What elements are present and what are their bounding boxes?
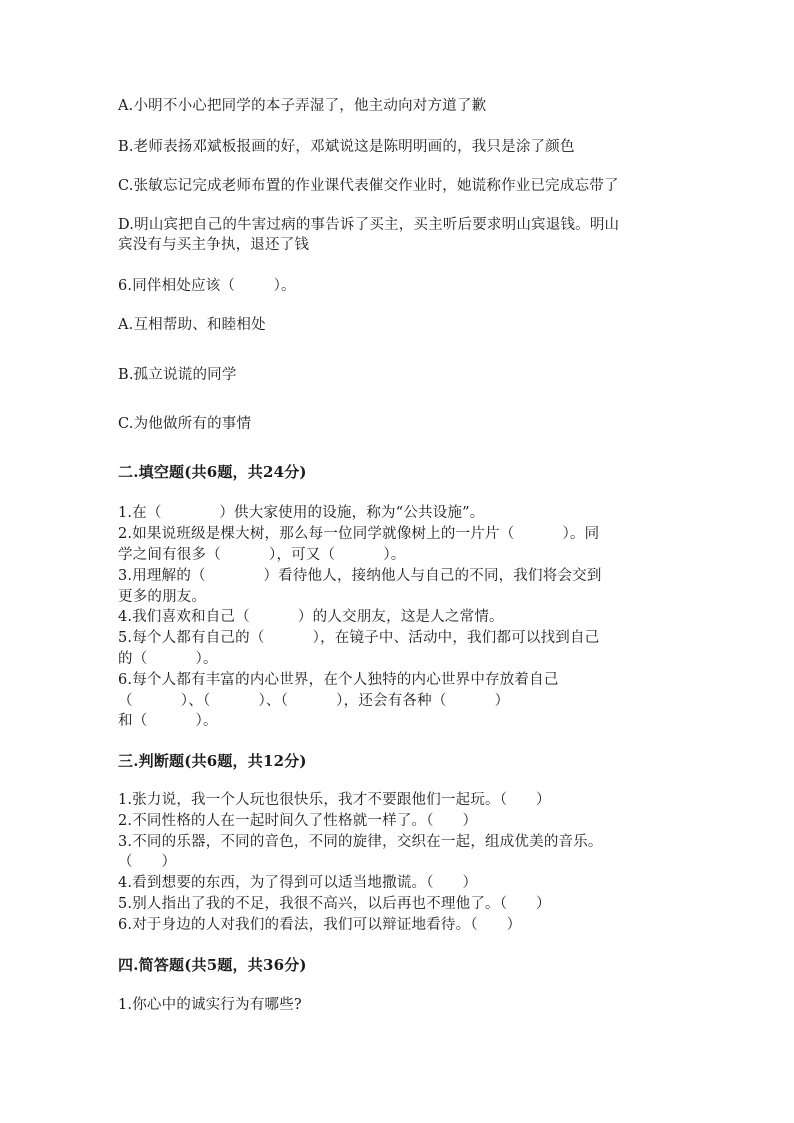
judge-line: 3.不同的乐器，不同的音色，不同的旋律，交织在一起，组成优美的音乐。 — [118, 834, 603, 850]
judge-line: （ ） — [118, 854, 177, 870]
question-6-option-a: A.互相帮助、和睦相处 — [118, 317, 266, 333]
section-2-heading: 二.填空题(共6题，共24分) — [118, 463, 307, 481]
section-4-heading: 四.简答题(共5题，共36分) — [118, 956, 307, 974]
fill-line: 的（ ）。 — [118, 651, 218, 667]
fill-line: 4.我们喜欢和自己（ ）的人交朋友，这是人之常情。 — [118, 609, 504, 625]
judge-line: 1.张力说，我一个人玩也很快乐，我才不要跟他们一起玩。（ ） — [118, 792, 551, 808]
option-b: B.老师表扬邓斌板报画的好，邓斌说这是陈明明画的，我只是涂了颜色 — [118, 139, 575, 155]
option-d-line1: D.明山宾把自己的牛害过病的事告诉了买主，买主听后要求明山宾退钱。明山 — [118, 217, 620, 233]
fill-line: 1.在（ ）供大家使用的设施，称为“公共设施”。 — [118, 505, 485, 521]
judge-line: 4.看到想要的东西，为了得到可以适当地撒谎。（ ） — [118, 875, 478, 891]
fill-line: 学之间有很多（ ），可又（ ）。 — [118, 547, 406, 563]
section-3-heading: 三.判断题(共6题，共12分) — [118, 752, 307, 770]
judge-line: 5.别人指出了我的不足，我很不高兴，以后再也不理他了。（ ） — [118, 896, 551, 912]
fill-line: 5.每个人都有自己的（ ），在镜子中、活动中，我们都可以找到自己 — [118, 630, 600, 646]
option-d-line2: 宾没有与买主争执，退还了钱 — [118, 237, 310, 253]
option-c: C.张敏忘记完成老师布置的作业课代表催交作业时，她谎称作业已完成忘带了 — [118, 178, 619, 194]
fill-line: 和（ ）。 — [118, 713, 218, 729]
fill-line: 6.每个人都有丰富的内心世界，在个人独特的内心世界中存放着自己 — [118, 672, 559, 688]
judge-line: 2.不同性格的人在一起时间久了性格就一样了。（ ） — [118, 813, 478, 829]
question-6-option-c: C.为他做所有的事情 — [118, 416, 252, 432]
fill-line: 3.用理解的（ ）看待他人，接纳他人与自己的不同，我们将会交到 — [118, 568, 602, 584]
question-6-option-b: B.孤立说谎的同学 — [118, 367, 237, 383]
question-6-stem: 6.同伴相处应该（ ）。 — [118, 278, 296, 294]
fill-line: （ ）、（ ）、（ ），还会有各种（ ） — [118, 693, 510, 709]
fill-line: 2.如果说班级是棵大树，那么每一位同学就像树上的一片片（ ）。同 — [118, 526, 600, 542]
judge-line: 6.对于身边的人对我们的看法，我们可以辩证地看待。（ ） — [118, 917, 522, 933]
fill-line: 更多的朋友。 — [118, 589, 207, 605]
short-answer-question-1: 1.你心中的诚实行为有哪些? — [118, 997, 302, 1013]
option-a: A.小明不小心把同学的本子弄湿了，他主动向对方道了歉 — [118, 98, 487, 114]
